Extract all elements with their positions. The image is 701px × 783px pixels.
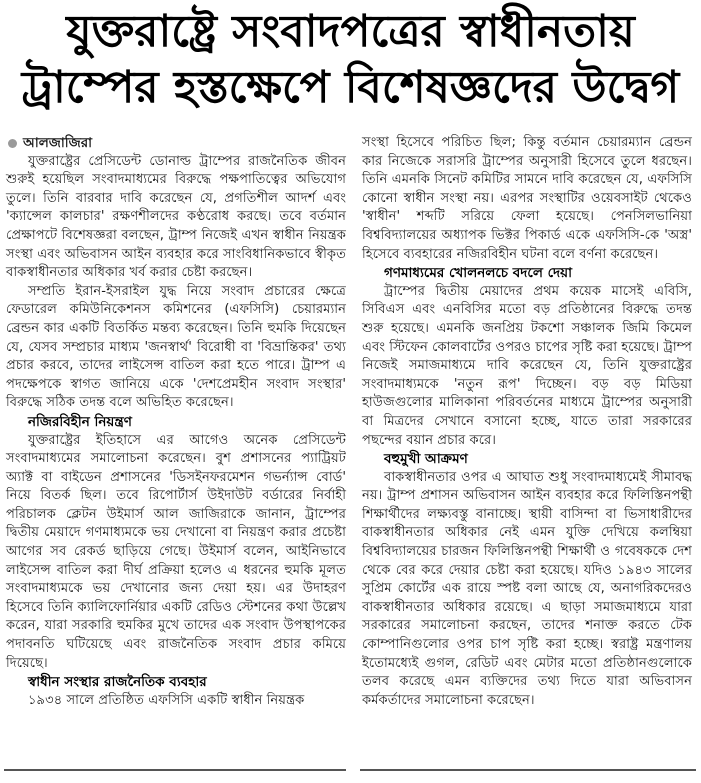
paragraph: বাকস্বাধীনতার ওপর এ আঘাত শুধু সংবাদমাধ্যমেই সীমাবদ্ধ নয়। ট্রাম্প প্রশাসন অভিবাসন আইন ব্যবহার করে ফিলিস্তিনপন্থী শিক্ষার্থীদের লক্ষ্যবস্তু বানাচ্ছে। স্থায়ী বাসিন্দা বা ভিসাধারীদের বাকস্বাধীনতার অধিকার নেই এমন যুক্তি দেখিয়ে কলম্বিয়া বিশ্ববিদ্যালয়ের চারজন ফিলিস্তিনপন্থী শিক্ষার্থী ও গবেষককে দেশ থেকে বের করে দেয়ার চেষ্টা করা হয়েছে। যদিও ১৯৪৩ সালের সুপ্রিম কোর্টের এক রায়ে স্পষ্ট বলা আছে যে, অনাগরিকদেরও বাকস্বাধীনতার অধিকার রয়েছে। এ ছাড়া সমাজমাধ্যমে যারা সরকারের সমালোচনা করছেন, তাদের শনাক্ত করতে টেক কোম্পানিগুলোর ওপর চাপ সৃষ্টি করা হচ্ছে। স্বরাষ্ট্র মন্ত্রণালয় ইতোমধ্যেই গুগল, রেডিট এবং মেটার মতো প্রতিষ্ঠানগুলোকে তলব করেছে এমন ব্যক্তিদের তথ্য দিতে যারা অভিবাসন কর্মকর্তাদের সমালোচনা করেছেন। (362, 469, 692, 708)
paragraph: যুক্তরাষ্ট্রের ইতিহাসে এর আগেও অনেক প্রেসিডেন্ট সংবাদমাধ্যমের সমালোচনা করেছেন। বুশ প্রশাসনের প্যাট্রিয়ট অ্যাক্ট বা বাইডেন প্রশাসনের 'ডিসইনফরমেশন গভর্ন্যান্স বোর্ড' নিয়ে বিতর্ক ছিল। তবে রিপোর্টার্স উইদাউট বর্ডারের নির্বাহী পরিচালক ক্লেটন উইমার্স আল জাজিরাকে জানান, ট্রাম্পের দ্বিতীয় মেয়াদে গণমাধ্যমকে ভয় দেখানো বা নিয়ন্ত্রণ করার প্রচেষ্টা আগের সব রেকর্ড ছাড়িয়ে গেছে। উইমার্স বলেন, আইনিভাবে লাইসেন্স বাতিল করা দীর্ঘ প্রক্রিয়া হলেও এ ধরনের হুমকি মূলত সংবাদমাধ্যমকে ভয় দেখানোর জন্য দেয়া হয়। এর উদাহরণ হিসেবে তিনি ক্যালিফোর্নিয়ার একটি রেডিও স্টেশনের কথা উল্লেখ করেন, যারা সরকারি হুমকির মুখে তাদের এক সংবাদ উপস্থাপকের পদাবনতি ঘটিয়েছে এবং রাজনৈতিক সংবাদ প্রচার কমিয়ে দিয়েছে। (6, 432, 346, 671)
paragraph: সম্প্রতি ইরান-ইসরাইল যুদ্ধ নিয়ে সংবাদ প্রচারের ক্ষেত্রে ফেডারেল কমিউনিকেশনস কমিশনের (এফসিসি) চেয়ারম্যান ব্রেন্ডন কার একটি বিতর্কিত মন্তব্য করেছেন। তিনি হুমকি দিয়েছেন যে, যেসব সম্প্রচার মাধ্যম 'জনস্বার্থ' বিরোধী বা 'বিভ্রান্তিকর' তথ্য প্রচার করবে, তাদের লাইসেন্স বাতিল করা হতে পারে। ট্রাম্প এ পদক্ষেপকে স্বাগত জানিয়ে একে 'দেশপ্রেমহীন সংবাদ সংস্থার' বিরুদ্ধে সঠিক তদন্ত বলে অভিহিত করেছেন। (6, 283, 346, 411)
paragraph: ট্রাম্পের দ্বিতীয় মেয়াদের প্রথম কয়েক মাসেই এবিসি, সিবিএস এবং এনবিসির মতো বড় প্রতিষ্ঠানের বিরুদ্ধে তদন্ত শুরু হয়েছে। এমনকি জনপ্রিয় টকশো সঞ্চালক জিমি কিমেল এবং স্টিফেন কোলবার্টের ওপরও চাপের সৃষ্টি করা হয়েছে। ট্রাম্প নিজেই সমাজমাধ্যমে দাবি করেছেন যে, তিনি যুক্তরাষ্ট্রের সংবাদমাধ্যমকে 'নতুন রূপ' দিচ্ছেন। বড় বড় মিডিয়া হাউজগুলোর মালিকানা পরিবর্তনের মাধ্যমে ট্রাম্পের অনুসারী বা মিত্রদের সেখানে বসানো হচ্ছে, যাতে তারা সরকারের পছন্দের বয়ান প্রচার করে। (362, 283, 692, 448)
right-column (362, 134, 692, 710)
headline-line-2: ট্রাম্পের হস্তক্ষেপে বিশেষজ্ঞদের উদ্বেগ (21, 62, 680, 113)
source-label: আলজাজিরা (23, 135, 93, 151)
source-line (6, 134, 346, 153)
subheading: গণমাধ্যমের খোলনলচে বদলে দেয়া (384, 265, 573, 282)
bottom-rule-right (360, 769, 696, 771)
paragraph: ১৯৩৪ সালে প্রতিষ্ঠিত এফসিসি একটি স্বাধীন নিয়ন্ত্রক (28, 692, 305, 708)
paragraph: যুক্তরাষ্ট্রের প্রেসিডেন্ট ডোনাল্ড ট্রাম্পের রাজনৈতিক জীবন শুরুই হয়েছিল সংবাদমাধ্যমের বিরুদ্ধে পক্ষপাতিত্বের অভিযোগ তুলে। তিনি বারবার দাবি করেছেন যে, প্রগতিশীল আদর্শ এবং 'ক্যান্সেল কালচার' রক্ষণশীলদের কণ্ঠরোধ করছে। তবে বর্তমান প্রেক্ষাপটে বিশেষজ্ঞরা বলছেন, ট্রাম্প নিজেই এখন স্বাধীন নিয়ন্ত্রক সংস্থা এবং অভিবাসন আইন ব্যবহার করে সাংবিধানিকভাবে স্বীকৃত বাকস্বাধীনতার অধিকার খর্ব করার চেষ্টা করছেন। (6, 153, 346, 281)
bullet-icon (8, 139, 17, 148)
subheading: স্বাধীন সংস্থার রাজনৈতিক ব্যবহার (28, 674, 207, 691)
bottom-rule-left (4, 769, 346, 771)
subheading: নজিরবিহীন নিয়ন্ত্রণ (28, 413, 132, 430)
paragraph-continued: সংস্থা হিসেবে পরিচিত ছিল; কিন্তু বর্তমান চেয়ারম্যান ব্রেন্ডন কার নিজেকে সরাসরি ট্রাম্পের অনুসারী হিসেবে তুলে ধরছেন। তিনি এমনকি সিনেট কমিটির সামনে দাবি করেছেন যে, এফসিসি কোনো স্বাধীন সংস্থা নয়। এরপর সংস্থাটির ওয়েবসাইট থেকেও 'স্বাধীন' শব্দটি সরিয়ে ফেলা হয়েছে। পেনসিলভানিয়া বিশ্ববিদ্যালয়ের অধ্যাপক ভিক্টর পিকার্ড একে এফসিসি-কে 'অস্ত্র' হিসেবে ব্যবহারের নজিরবিহীন ঘটনা বলে বর্ণনা করেছেন। (362, 135, 692, 262)
subheading: বহুমুখী আক্রমণ (384, 451, 468, 468)
left-column (6, 134, 346, 710)
headline-line-1: যুক্তরাষ্ট্রে সংবাদপত্রের স্বাধীনতায় (66, 6, 635, 57)
headline (0, 4, 701, 116)
